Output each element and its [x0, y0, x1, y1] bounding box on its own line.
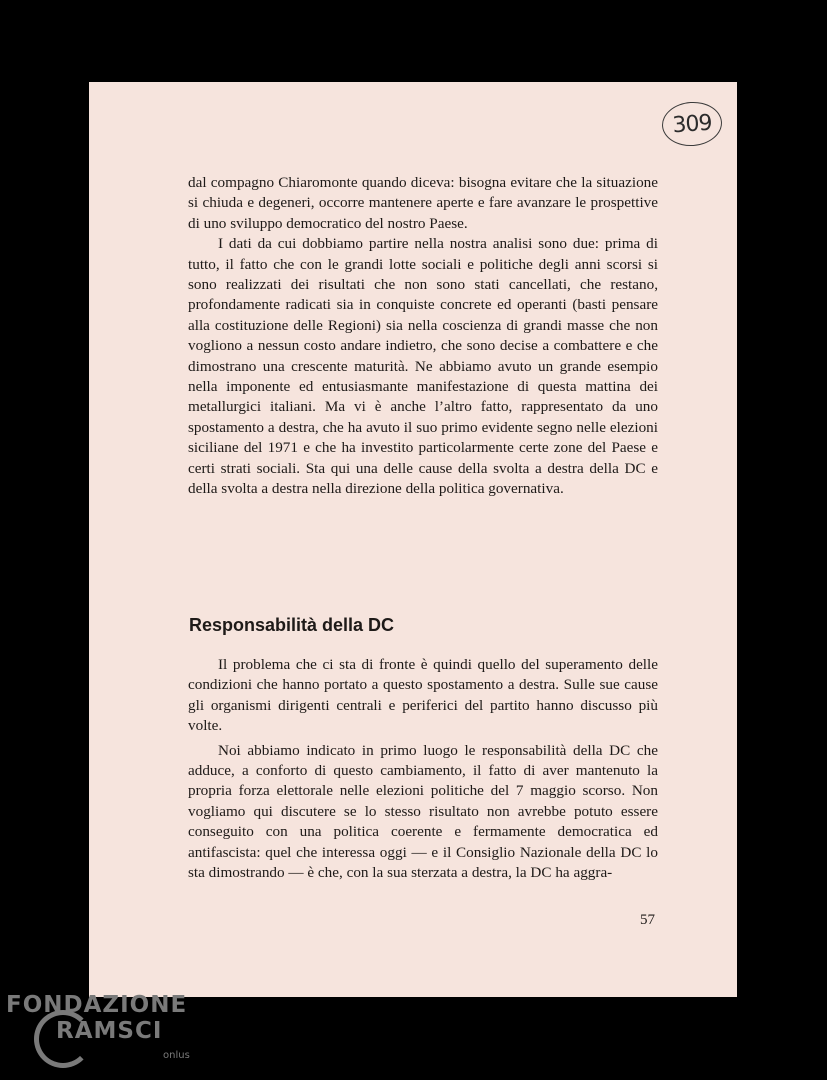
- section-1-text: [188, 173, 658, 500]
- fondazione-gramsci-watermark: [6, 992, 187, 1044]
- paragraph: Il problema che ci sta di fronte è quindi quello del superamento delle condizioni che hanno portato a questo spostamento a destra. Sulle sue cause gli organismi dirigenti centrali e periferici del partito hanno discusso più volte.: [188, 656, 658, 735]
- paragraph: I dati da cui dobbiamo partire nella nostra analisi sono due: prima di tutto, il fatto che con le grandi lotte sociali e politiche degli anni scorsi si sono realizzati dei risultati che non sono stati cancellati, che restano, profondamente radicati sia in conquiste concrete ed operanti (basti pensare alla costituzione delle Regioni) sia nella coscienza di grandi masse che non vogliono a nessun costo andare indietro, che sono decise a combattere e che dimostrano una crescente maturità. Ne abbiamo avuto un grande esempio nella imponente ed entusiasmante manifestazione di questa mattina dei metallurgici italiani. Ma vi è anche l’altro fatto, rappresentato da uno spostamento a destra, che ha avuto il suo primo evidente segno nelle elezioni siciliane del 1971 e che ha investito particolarmente certe zone del Paese e certi strati sociali. Sta qui una delle cause della svolta a destra della DC e della svolta a destra nella direzione della politica governativa.: [188, 235, 658, 498]
- section-2-text: [188, 655, 658, 883]
- section-heading: Responsabilità della DC: [189, 615, 395, 635]
- paragraph: Noi abbiamo indicato in primo luogo le responsabilità della DC che adduce, a conforto di questo cambiamento, il fatto di aver mantenuto la propria forza elettorale nelle elezioni politiche del 7 maggio scorso. Non vogliamo qui discutere se lo stesso risultato non avrebbe potuto essere conseguito con una politica coerente e fermamente democratica ed antifascista: quel che interessa oggi — e il Consiglio Nazionale della DC lo sta dimostrando — è che, con la sua sterzata a destra, la DC ha aggra-: [188, 741, 658, 882]
- watermark-line-2: RAMSCI: [56, 1018, 163, 1044]
- watermark-line-1: FONDAZIONE: [6, 992, 188, 1018]
- watermark-onlus: onlus: [163, 1050, 190, 1061]
- page-number: 57: [640, 912, 655, 928]
- paragraph: dal compagno Chiaromonte quando diceva: bisogna evitare che la situazione si chiuda e degeneri, occorre mantenere aperte e fare avanzare le prospettive di uno sviluppo democratico del nostro Paese.: [188, 174, 658, 232]
- archive-number-text: 309: [671, 110, 713, 138]
